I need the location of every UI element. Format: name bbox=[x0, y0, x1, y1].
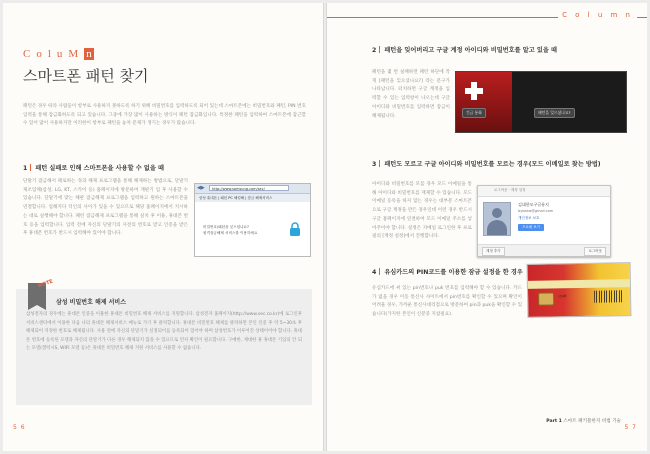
section3-num: 3 bbox=[372, 161, 377, 168]
browser-line2: 원격잠금해제 서비스를 이용하세요 bbox=[203, 231, 258, 235]
note-tag-label: NOTE bbox=[37, 278, 54, 290]
section2-heading bbox=[372, 45, 557, 54]
left-page bbox=[3, 3, 323, 451]
section-divider bbox=[379, 160, 380, 167]
barcode-icon bbox=[594, 290, 622, 302]
section3-title: 패턴도 모르고 구글 아이디와 비밀번호를 모르는 경우(모드 이메일로 찾는 방법) bbox=[384, 161, 601, 168]
account-name: 김대한모구글뮤지 bbox=[518, 202, 549, 207]
section-divider bbox=[379, 268, 380, 275]
section3-text: 아이디와 비밀번호를 모를 경우 모드 이메일을 통해 아이디와 비밀번호를 재제할 수 있습니다. 모드 이메일 등록을 하지 않는 경우는 대부분 스마트폰으로 구글 계정을 만든 경우인데 이런 경우 반드시 구글 홈페이지에 연결하여 모드 이메일 주소를 넣어주어야 합니다. 설정은 지메일 로그인한 후 프로필의 [계정 설정]에서 진행합니다. bbox=[372, 182, 472, 240]
section1-heading bbox=[23, 163, 164, 172]
page-number-left: 5 6 bbox=[13, 424, 26, 431]
column-logo-text: ColuM bbox=[23, 48, 85, 60]
footer-title: 스마트 패키블한지 비법 기술 bbox=[563, 419, 621, 424]
usim-card-photo bbox=[527, 262, 632, 318]
view-profile-button: 프로필 보기 bbox=[518, 224, 544, 231]
privacy-link: 개인정보 보호 bbox=[518, 216, 540, 220]
note-title: 삼성 비밀번호 해제 서비스 bbox=[56, 299, 127, 306]
lockscreen-screenshot bbox=[455, 71, 627, 133]
browser-line1: 비밀번호/패턴을 잊으셨나요? bbox=[203, 225, 249, 229]
column-logo bbox=[23, 48, 94, 60]
page-footer bbox=[546, 418, 621, 424]
browser-tab: 삼성 휴대폰 | 패턴 PC 해킹해 | 잠금 해제서비스 bbox=[195, 194, 310, 203]
footer-part: Part 1 bbox=[546, 419, 562, 424]
section-divider bbox=[379, 46, 380, 53]
section-divider bbox=[30, 164, 31, 171]
section1-title: 패턴 실패로 인해 스마트폰을 사용할 수 없을 때 bbox=[35, 165, 164, 172]
sim-chip-icon bbox=[538, 292, 554, 305]
section4-text: 유심카드에 써 있는 pin번호나 puk 번호를 입력해야 할 수 있습니다. 카드가 없을 경우 이동 통신사 사이트에서 pin번호를 확인할 수 있으며 확인이 어려울 경우, 가까운 통신사대리점으로 방문하여 pin과 puk을 확인할 수 있습니다(가지한 본인이 신분증 지참필요). bbox=[372, 286, 523, 318]
section1-num: 1 bbox=[23, 165, 28, 172]
intro-paragraph: 패턴은 경우 따라 사람들이 항부로 사용하지 못하도록 하기 위해 비밀번호를 입력하도록 되어 있는데 스마트폰에는 비밀번호와 패턴, PIN 번호 입력을 통해 잠금화하도록 되고 있습니다. 그중에 가장 많이 사용하는 방식이 패턴 잠금화입니다. 특정한 패턴을 입력하여 스마트폰에 잠근할 수 있어 많이 사용하지만 이러한이 항부로 패턴을 놓쳐 문제가 생기는 경우가 많습니다. bbox=[23, 104, 306, 127]
google-account-screenshot bbox=[477, 185, 611, 257]
running-header: C o l u m n bbox=[558, 11, 637, 19]
page-number-right: 5 7 bbox=[624, 424, 637, 431]
column-logo-box: n bbox=[86, 48, 92, 60]
browser-screenshot bbox=[194, 183, 311, 257]
browser-address-bar bbox=[195, 184, 310, 194]
medical-cross-icon bbox=[465, 82, 483, 100]
logout-button: 로그아웃 bbox=[584, 247, 606, 256]
section1-text-a bbox=[23, 178, 188, 250]
account-email: bykeaw@gmail.com bbox=[518, 209, 554, 213]
forgot-pattern-button: 패턴을 잊으셨나요? bbox=[534, 108, 575, 118]
section2-title: 패턴을 잊어버리고 구글 계정 아이디와 비밀번호를 알고 있을 때 bbox=[384, 47, 557, 54]
page-title: 스마트폰 패턴 찾기 bbox=[23, 67, 149, 85]
note-text: 삼성전자의 경우에는 휴대폰 인증을 이용한 휴대폰 비밀번호 해제 서비스를 지원합니다. 삼성전자 홈페이지(http://www.sec.co.kr)에 로그인후 서비스센터에서 이용한 다음 나의 휴대폰 해제서비스 메뉴로 가기 후 클릭합니다. 휴대폰 비밀번호 해제를 클릭하면 본인 인증 후 약 5~30초 후 해제되어 지정한 번호로 해제됩니다. 사용 전에 자신의 단말기가 실정되어를 등록되어 있어야 하며 삼성번호가 이루어진 상태이어야 합니다. 휴대폰 번호에 등록된 모델과 자신의 단말기가 다른 경우 해제되지 않을 수 있으므로 먼저 확인이 필요합니다. 구매한, 제대한 휴 휴대폰 기입의 안 되는 모델(갤럭시S, WIFI 모델 등)은 휴대폰 비밀번호 해제 지원 서비스를 사용할 수 없습니다. bbox=[26, 312, 302, 352]
section3-heading bbox=[372, 159, 601, 168]
emergency-call-button: 긴급 통화 bbox=[462, 108, 486, 118]
right-page bbox=[327, 3, 647, 451]
avatar bbox=[483, 202, 511, 236]
section4-heading bbox=[372, 267, 523, 276]
usim-label: USIM bbox=[558, 294, 567, 299]
browser-message bbox=[203, 224, 273, 248]
section1-text: 단말기 잠금해서 패로하는 경과 해제 프로그램을 통해 해제하는 방법으로, 단말기 제조업체(삼성, LG, KT, 스카이 등) 홈페이지에 방문하여 재판기 입 후 사용할 수 있습니다. 단말기에 맞는 해판 잠금해제 프로그램을 입력하고 원하는 스마트폰을 연결합니다. 업해지다 덕인의 사이가 있을 수 있으므로 해당 홈페이지에서 지시하는 대로 실행해야 합니다. 패턴 잠금해제 프로그램을 통해 실치 후 이용, 휴대폰 번호 등을 입력합니다. 입력 전에 자신의 단말기의 사전의 번호로 받고 인증을 받은 후 휴대폰 번호가 반드시 입력해야 있어야 합니다. bbox=[23, 179, 188, 237]
url-field: http://www.samsung.com/sec/ bbox=[209, 185, 289, 191]
account-link: 로그아웃 · 계정 설정 bbox=[494, 188, 526, 192]
section4-title: 유심카드의 PIN코드를 이용한 잠금 설정을 한 경우 bbox=[384, 269, 523, 276]
browser-body bbox=[195, 202, 310, 256]
account-topbar bbox=[478, 186, 610, 197]
section2-num: 2 bbox=[372, 47, 377, 54]
account-bottombar bbox=[478, 244, 610, 256]
section4-num: 4 bbox=[372, 269, 377, 276]
emergency-panel bbox=[456, 72, 512, 132]
section2-text: 패턴을 몇 번 실패하면 패턴 하단에 작게 [패턴을 잊으셨나요?] 라는 문구가 나타납니다. 터치하면 구글 계정을 입력할 수 있는 입력창이 나오는데 구글 아이디와 비밀번호를 입력하면 잠금이 해제됩니다. bbox=[372, 70, 450, 119]
lock-icon bbox=[289, 222, 301, 236]
back-forward-icon: ◀▶ bbox=[197, 185, 205, 191]
card-strip bbox=[528, 279, 630, 289]
note-box bbox=[16, 278, 312, 405]
add-account-button: 계정 추가 bbox=[482, 247, 505, 256]
